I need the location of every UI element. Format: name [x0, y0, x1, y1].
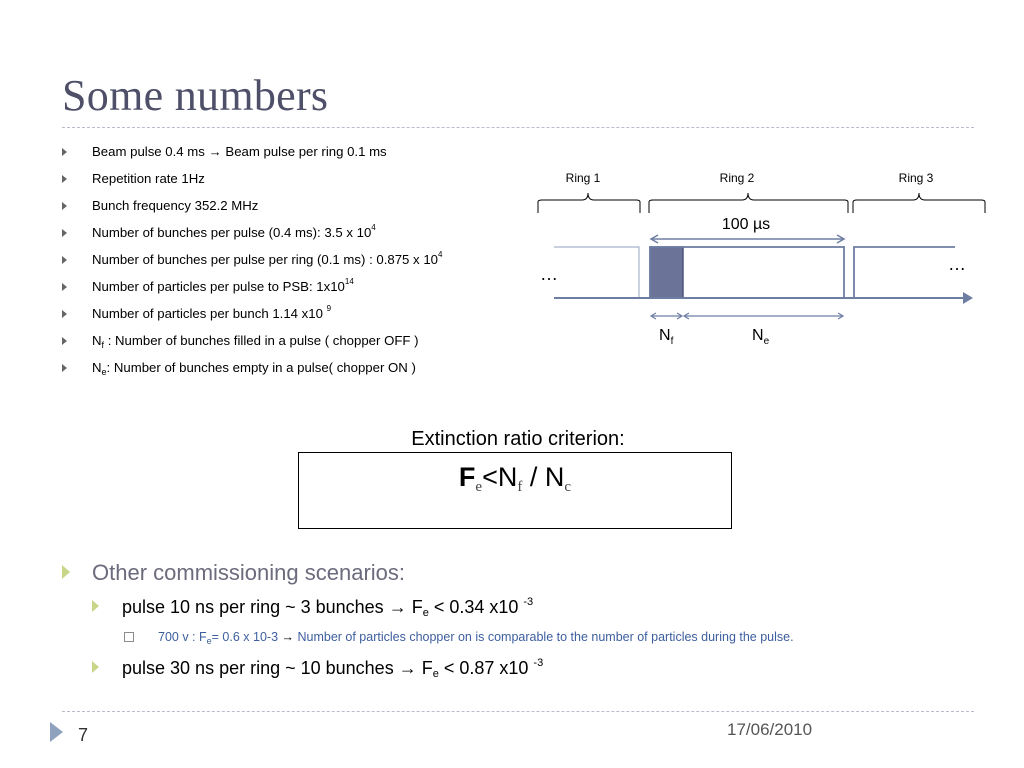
- ring2-brace: [649, 193, 848, 213]
- nf-label: $N_f$: [659, 327, 674, 347]
- pulse-timing-diagram: [530, 160, 990, 355]
- bullet-bunches-per-ring: Number of bunches per pulse per ring (0.1 ms) : 0.875 x $10^4$: [62, 250, 532, 277]
- title-rule: [62, 127, 974, 128]
- bullet-arrow-icon: [92, 600, 99, 612]
- time-axis-arrowhead: [963, 292, 973, 304]
- scenario-30ns: pulse 30 ns per ring ~ 10 bunches → $F_e < 0.87$ x10 $^{-3}$: [92, 658, 543, 679]
- bullet-arrow-icon: [62, 310, 67, 318]
- ellipsis-right: …: [948, 254, 966, 274]
- criterion-f: F: [458, 462, 476, 492]
- bullet-arrow-icon: [62, 364, 67, 372]
- scenarios-heading: Other commissioning scenarios:: [62, 560, 405, 586]
- criterion-title: Extinction ratio criterion:: [411, 428, 625, 450]
- bullet-particles-per-bunch: Number of particles per bunch 1.14 x10 $^9$: [62, 304, 532, 331]
- ring1-pulse-outline: [554, 247, 639, 298]
- bullet-bunches-per-pulse: Number of bunches per pulse (0.4 ms): 3.5 x $10^4$: [62, 223, 532, 250]
- criterion-slash: /: [522, 462, 545, 492]
- right-arrow-icon: →: [281, 630, 294, 644]
- ring3-brace: [853, 193, 985, 213]
- bullet-ne-definition: $N_e$: Number of bunches empty in a pulse( chopper ON ): [62, 358, 532, 385]
- criterion-nf: N: [497, 462, 518, 492]
- page-number: 7: [78, 725, 89, 745]
- bullet-particles-per-pulse: Number of particles per pulse to PSB: $1x10^{14}$: [62, 277, 532, 304]
- right-arrow-icon: →: [398, 658, 417, 678]
- filled-bunches-block: [650, 247, 683, 298]
- right-arrow-icon: →: [388, 597, 407, 617]
- criterion-lt: <: [482, 462, 498, 492]
- scenario-10ns: pulse 10 ns per ring ~ 3 bunches → $F_e < 0.34$ x10 $^{-3}$: [92, 597, 533, 618]
- ring3-pulse-outline: [854, 247, 955, 298]
- bullet-arrow-icon: [62, 283, 67, 291]
- footer-rule: [62, 711, 974, 712]
- criterion-nc: N: [544, 462, 565, 492]
- scenario-700v-note: 700 v : $F_e= 0.6$ x 10-3 → Number of particles chopper on is comparable to the number of particles during the pulse.: [124, 630, 794, 644]
- bullet-arrow-icon: [62, 229, 67, 237]
- bullet-arrow-icon: [62, 565, 70, 579]
- right-arrow-icon: →: [208, 144, 222, 159]
- bullet-arrow-icon: [62, 337, 67, 345]
- bullet-beam-pulse: Beam pulse 0.4 ms → Beam pulse per ring 0.1 ms: [62, 142, 532, 169]
- ring3-label: Ring 3: [898, 171, 934, 185]
- ring1-brace: [538, 193, 640, 213]
- ne-label: $N_e$: [752, 327, 770, 347]
- bullet-arrow-icon: [62, 148, 67, 156]
- ring1-label: Ring 1: [565, 171, 601, 185]
- square-bullet-icon: [124, 632, 134, 642]
- bullet-bunch-frequency: Bunch frequency 352.2 MHz: [62, 196, 532, 223]
- ellipsis-left: …: [540, 264, 558, 284]
- criterion-box: $F_e<N_f / N_c$: [298, 452, 732, 529]
- bullet-list: [62, 142, 532, 385]
- bullet-nf-definition: $N_f$ : Number of bunches filled in a pulse ( chopper OFF ): [62, 331, 532, 358]
- bullet-arrow-icon: [62, 202, 67, 210]
- slide-date: 17/06/2010: [727, 720, 813, 739]
- bullet-repetition-rate: Repetition rate 1Hz: [62, 169, 532, 196]
- duration-label: 100 µs: [721, 216, 771, 233]
- bullet-arrow-icon: [92, 661, 99, 673]
- bullet-arrow-icon: [62, 175, 67, 183]
- slide-title: Some numbers: [62, 71, 329, 120]
- footer-triangle-icon: [50, 722, 63, 742]
- ring2-label: Ring 2: [719, 171, 755, 185]
- bullet-arrow-icon: [62, 256, 67, 264]
